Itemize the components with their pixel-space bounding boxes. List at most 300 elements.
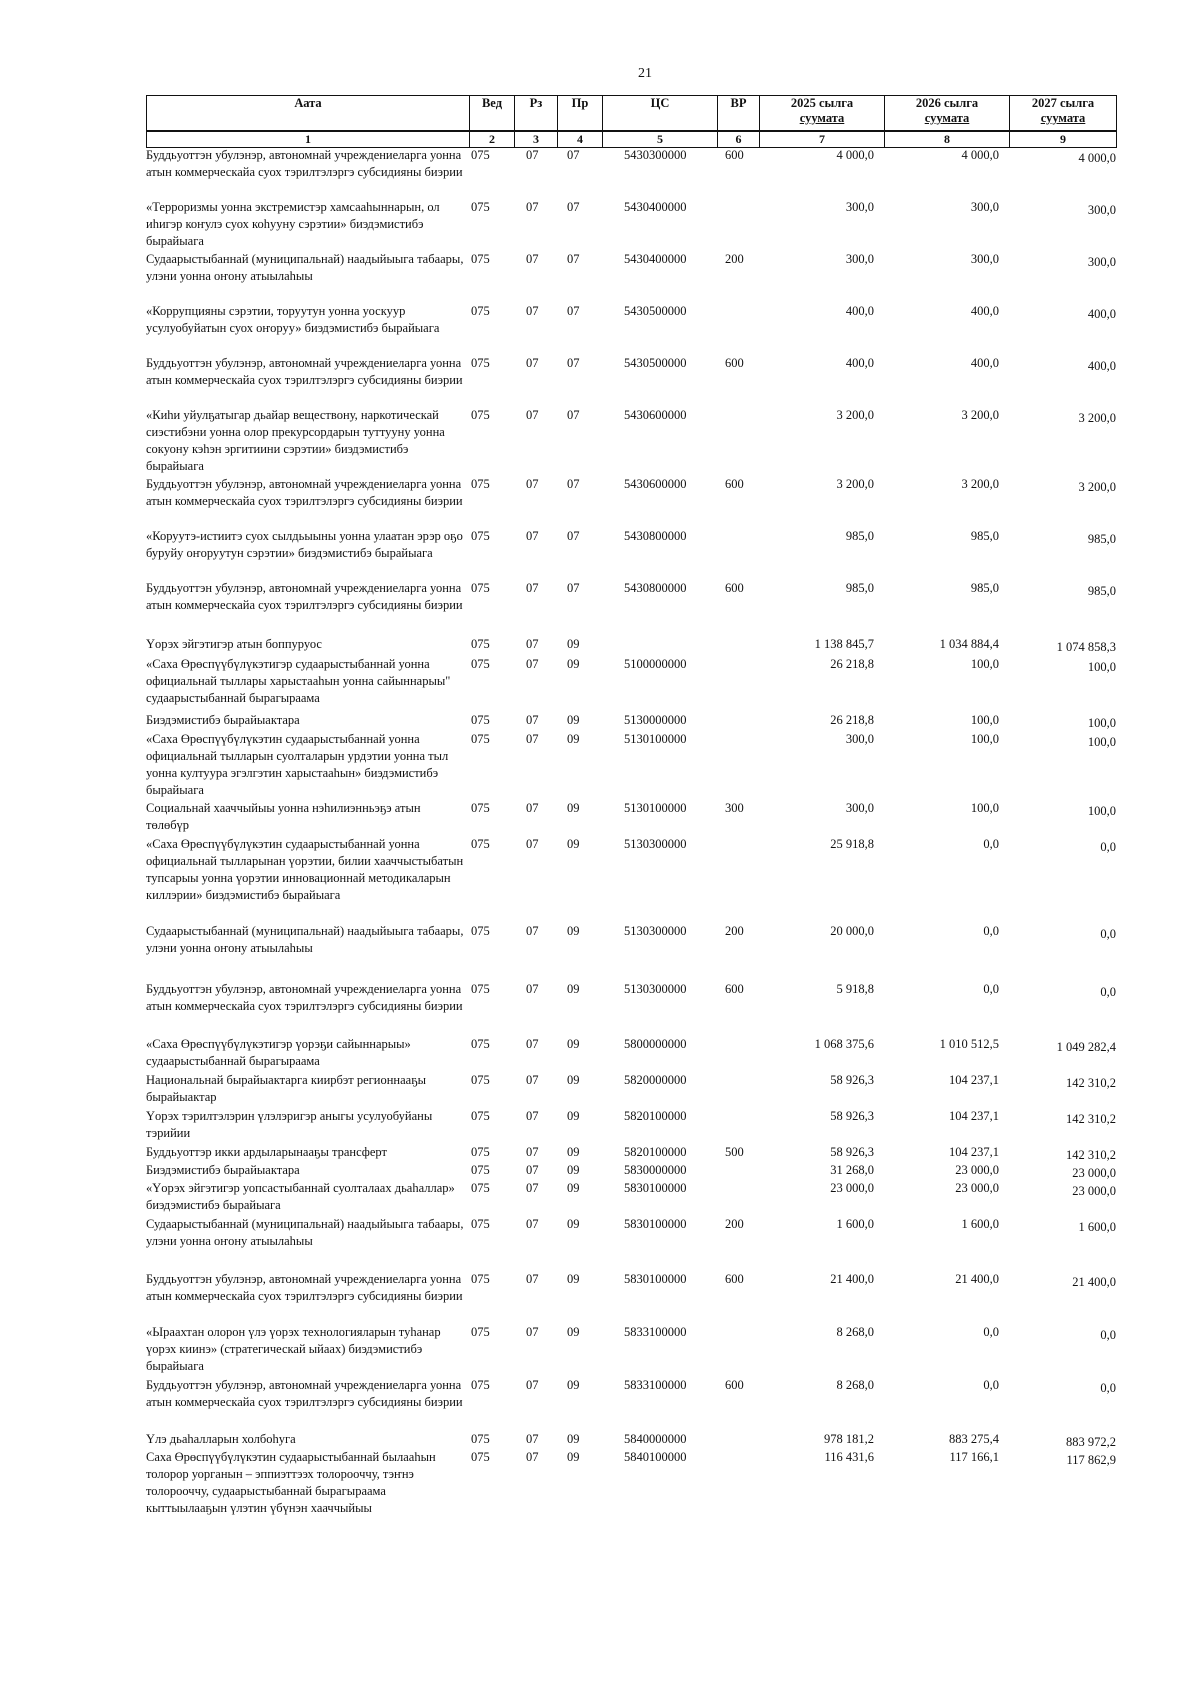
row-name: Судаарыстыбаннай (муниципальнай) наадыйыыга табаары, улэни уонна оҥону атыылаһыы [146, 1217, 464, 1248]
row-amount-2025: 400,0 [845, 356, 874, 370]
header-rz: Рз [515, 96, 558, 132]
row-amount-2027: 0,0 [1100, 1328, 1116, 1342]
row-ved: 075 [471, 982, 490, 996]
row-vr: 600 [725, 1378, 744, 1392]
row-name: «Үорэх эйгэтигэр уопсастыбаннай суолталаах дьаһаллар» биэдэмистибэ бырайыага [146, 1181, 455, 1212]
row-pr: 09 [567, 1163, 580, 1177]
row-ved: 075 [471, 408, 490, 422]
row-rz: 07 [526, 732, 539, 746]
table-row [146, 251, 1116, 303]
row-name: «Коррупцияны сэрэтии, торуутун уонна уоскуур усулуобуйатын суох оҥоруу» биэдэмистибэ бырайыага [146, 304, 440, 335]
table-body [146, 147, 1116, 1539]
row-vr [717, 1324, 759, 1377]
row-ved: 075 [471, 1145, 490, 1159]
row-pr: 07 [567, 252, 580, 266]
row-amount-2025: 8 268,0 [836, 1325, 874, 1339]
row-amount-2027: 3 200,0 [1078, 480, 1116, 494]
row-ved: 075 [471, 1163, 490, 1177]
row-vr: 500 [725, 1145, 744, 1159]
row-name: Биэдэмистибэ бырайыактара [146, 1163, 300, 1177]
row-amount-2027: 0,0 [1100, 1381, 1116, 1395]
row-pr: 09 [567, 801, 580, 815]
row-amount-2025: 300,0 [845, 200, 874, 214]
row-ved: 075 [471, 1217, 490, 1231]
row-amount-2027: 23 000,0 [1072, 1184, 1116, 1198]
row-amount-2027: 3 200,0 [1078, 411, 1116, 425]
row-ved: 075 [471, 581, 490, 595]
row-ved: 075 [471, 200, 490, 214]
row-vr [717, 836, 759, 923]
row-ved: 075 [471, 529, 490, 543]
row-ved: 075 [471, 1073, 490, 1087]
row-pr: 07 [567, 148, 580, 162]
row-rz: 07 [526, 304, 539, 318]
row-amount-2026: 21 400,0 [955, 1272, 999, 1286]
row-amount-2027: 4 000,0 [1078, 151, 1116, 165]
header-col-number: 6 [718, 131, 760, 148]
row-pr: 09 [567, 924, 580, 938]
table-row [146, 407, 1116, 476]
row-rz: 07 [526, 148, 539, 162]
table-row [146, 1377, 1116, 1431]
row-cs [602, 636, 717, 656]
row-amount-2025: 26 218,8 [830, 713, 874, 727]
row-amount-2025: 5 918,8 [836, 982, 874, 996]
row-pr: 09 [567, 1378, 580, 1392]
table-row [146, 580, 1116, 636]
table-row [146, 636, 1116, 656]
row-amount-2025: 20 000,0 [830, 924, 874, 938]
page-number: 21 [638, 66, 652, 81]
header-2025: 2025 сылга суумата [760, 96, 885, 132]
table-row [146, 1216, 1116, 1271]
row-pr: 09 [567, 1145, 580, 1159]
row-cs: 5830100000 [624, 1272, 687, 1286]
row-pr: 09 [567, 837, 580, 851]
row-vr: 600 [725, 356, 744, 370]
row-amount-2025: 58 926,3 [830, 1145, 874, 1159]
row-amount-2026: 3 200,0 [961, 477, 999, 491]
row-name: Биэдэмистибэ бырайыактара [146, 713, 300, 727]
row-rz: 07 [526, 356, 539, 370]
row-amount-2027: 300,0 [1087, 203, 1116, 217]
table-row [146, 731, 1116, 800]
row-pr: 09 [567, 732, 580, 746]
row-cs: 5430400000 [624, 200, 687, 214]
row-name: «Саха Өрөспүүбүлүкэтигэр үорэҕи сайыннарыы» судаарыстыбаннай бырагыраама [146, 1037, 411, 1068]
row-amount-2025: 31 268,0 [830, 1163, 874, 1177]
row-pr: 07 [567, 356, 580, 370]
row-name: Буддьуоттэн убулэнэр, автономнай учреждениеларга уонна атын коммерческайа суох тэрилтэлэргэ субсидияны биэрии [146, 581, 463, 612]
row-rz: 07 [526, 1378, 539, 1392]
row-amount-2025: 26 218,8 [830, 657, 874, 671]
table-row [146, 476, 1116, 528]
row-name: Буддьуоттэн убулэнэр, автономнай учреждениеларга уонна атын коммерческайа суох тэрилтэлэргэ субсидияны биэрии [146, 356, 463, 387]
table-row [146, 981, 1116, 1036]
row-vr: 600 [725, 148, 744, 162]
row-amount-2026: 400,0 [970, 304, 999, 318]
row-rz: 07 [526, 477, 539, 491]
row-pr: 09 [567, 1037, 580, 1051]
row-rz: 07 [526, 1272, 539, 1286]
row-pr: 09 [567, 657, 580, 671]
row-ved: 075 [471, 924, 490, 938]
row-name: Социальнай хааччыйыы уонна нэһилиэнньэҕэ атын төлөбүр [146, 801, 421, 832]
row-amount-2025: 4 000,0 [836, 148, 874, 162]
row-amount-2026: 0,0 [983, 924, 999, 938]
row-amount-2027: 0,0 [1100, 985, 1116, 999]
row-cs: 5130300000 [624, 924, 687, 938]
row-name: Үорэх тэрилтэлэрин үлэлэригэр аныгы усулуобуйаны тэрийии [146, 1109, 433, 1140]
row-name: Үорэх эйгэтигэр атын боппуруос [146, 637, 322, 651]
row-vr [717, 1072, 759, 1108]
row-amount-2027: 23 000,0 [1072, 1166, 1116, 1180]
row-amount-2026: 1 034 884,4 [939, 637, 999, 651]
row-amount-2027: 0,0 [1100, 927, 1116, 941]
row-rz: 07 [526, 713, 539, 727]
row-cs: 5430500000 [624, 304, 687, 318]
row-amount-2027: 100,0 [1087, 716, 1116, 730]
row-amount-2026: 1 600,0 [961, 1217, 999, 1231]
table-row [146, 1324, 1116, 1377]
table-row [146, 355, 1116, 407]
row-ved: 075 [471, 1037, 490, 1051]
row-ved: 075 [471, 1272, 490, 1286]
table-row [146, 1108, 1116, 1144]
row-pr: 09 [567, 1272, 580, 1286]
row-amount-2026: 3 200,0 [961, 408, 999, 422]
row-amount-2025: 300,0 [845, 252, 874, 266]
row-name: Национальнай бырайыактарга киирбэт регионнааҕы бырайыактар [146, 1073, 427, 1104]
row-name: «Киһи уйулҕатыгар дьайар веществону, наркотическай сиэстибэни уонна олор прекурсордарын туттууну уонна сокуону кэһэн эргитиини сэрэтии» биэдэмистибэ бырайыага [146, 408, 445, 473]
row-vr [717, 712, 759, 731]
row-cs: 5840100000 [624, 1450, 687, 1464]
row-rz: 07 [526, 1037, 539, 1051]
row-rz: 07 [526, 1432, 539, 1446]
row-amount-2026: 100,0 [970, 657, 999, 671]
row-vr [717, 199, 759, 251]
row-rz: 07 [526, 200, 539, 214]
header-col-number: 8 [885, 131, 1010, 148]
row-cs: 5430300000 [624, 148, 687, 162]
table-row [146, 528, 1116, 580]
header-ved: Вед [470, 96, 515, 132]
row-name: Судаарыстыбаннай (муниципальнай) наадыйыыга табаары, улэни уонна оҥону атыылаһыы [146, 252, 464, 283]
row-vr [717, 1449, 759, 1539]
row-amount-2026: 300,0 [970, 252, 999, 266]
row-amount-2027: 985,0 [1087, 532, 1116, 546]
row-pr: 09 [567, 1217, 580, 1231]
row-rz: 07 [526, 1109, 539, 1123]
row-amount-2026: 100,0 [970, 713, 999, 727]
row-amount-2027: 300,0 [1087, 255, 1116, 269]
row-amount-2026: 1 010 512,5 [939, 1037, 999, 1051]
row-name: «Терроризмы уонна экстремистэр хамсааһыннарын, ол иһигэр коҥулэ суох коһууну сэрэтии» биэдэмистибэ бырайыага [146, 200, 440, 248]
row-amount-2026: 883 275,4 [949, 1432, 999, 1446]
table-row [146, 1036, 1116, 1072]
table-row [146, 923, 1116, 981]
row-pr: 07 [567, 304, 580, 318]
row-vr [717, 656, 759, 712]
row-ved: 075 [471, 1325, 490, 1339]
row-amount-2026: 23 000,0 [955, 1181, 999, 1195]
row-pr: 09 [567, 1181, 580, 1195]
row-ved: 075 [471, 1450, 490, 1464]
table-row [146, 1180, 1116, 1216]
row-amount-2027: 100,0 [1087, 735, 1116, 749]
row-cs: 5130100000 [624, 801, 687, 815]
row-ved: 075 [471, 837, 490, 851]
row-amount-2027: 1 049 282,4 [1056, 1040, 1116, 1054]
row-name: «Саха Өрөспүүбүлүкэтин судаарыстыбаннай уонна официальнай тылларынан үорэтии, билии хааччыстыбатын тупсарыы уонна үорэтии инновационнай методикаларын киллэрии» биэдэмистибэ бырайыага [146, 837, 464, 902]
row-name: «Ыраахтан олорон үлэ үорэх технологияларын туһанар үорэх киинэ» (стратегическай ыйаах) биэдэмистибэ бырайыага [146, 1325, 441, 1373]
row-rz: 07 [526, 1217, 539, 1231]
row-vr [717, 303, 759, 355]
header-cs: ЦС [603, 96, 718, 132]
row-amount-2026: 300,0 [970, 200, 999, 214]
table-row [146, 147, 1116, 199]
row-ved: 075 [471, 1181, 490, 1195]
row-rz: 07 [526, 924, 539, 938]
row-vr: 600 [725, 477, 744, 491]
row-ved: 075 [471, 1109, 490, 1123]
row-vr [717, 1162, 759, 1180]
row-pr: 09 [567, 713, 580, 727]
row-amount-2027: 142 310,2 [1066, 1112, 1116, 1126]
row-amount-2026: 400,0 [970, 356, 999, 370]
row-name: Буддьуоттэн убулэнэр, автономнай учреждениеларга уонна атын коммерческайа суох тэрилтэлэргэ субсидияны биэрии [146, 1378, 463, 1409]
row-cs: 5430800000 [624, 581, 687, 595]
row-ved: 075 [471, 801, 490, 815]
row-vr: 200 [725, 1217, 744, 1231]
row-vr [717, 1036, 759, 1072]
row-ved: 075 [471, 732, 490, 746]
table-row [146, 712, 1116, 731]
row-cs: 5800000000 [624, 1037, 687, 1051]
row-amount-2026: 4 000,0 [961, 148, 999, 162]
row-rz: 07 [526, 529, 539, 543]
row-vr [717, 731, 759, 800]
row-name: Буддьуоттэн убулэнэр, автономнай учреждениеларга уонна атын коммерческайа суох тэрилтэлэргэ субсидияны биэрии [146, 1272, 463, 1303]
row-amount-2026: 23 000,0 [955, 1163, 999, 1177]
table-row [146, 1162, 1116, 1180]
table-row [146, 199, 1116, 251]
row-cs: 5130300000 [624, 982, 687, 996]
row-amount-2025: 1 600,0 [836, 1217, 874, 1231]
row-rz: 07 [526, 1163, 539, 1177]
row-vr: 600 [725, 1272, 744, 1286]
row-pr: 09 [567, 637, 580, 651]
row-rz: 07 [526, 982, 539, 996]
row-amount-2025: 400,0 [845, 304, 874, 318]
row-ved: 075 [471, 252, 490, 266]
header-2027: 2027 сылга суумата [1010, 96, 1117, 132]
table-row [146, 1144, 1116, 1162]
header-2026: 2026 сылга суумата [885, 96, 1010, 132]
row-vr: 200 [725, 252, 744, 266]
row-pr: 07 [567, 581, 580, 595]
row-pr: 09 [567, 1432, 580, 1446]
row-rz: 07 [526, 252, 539, 266]
row-name: Судаарыстыбаннай (муниципальнай) наадыйыыга табаары, улэни уонна оҥону атыылаһыы [146, 924, 464, 955]
header-col-number: 4 [558, 131, 603, 148]
row-rz: 07 [526, 657, 539, 671]
row-name: «Саха Өрөспүүбүлүкэтин судаарыстыбаннай уонна официальнай тылларын суолталарын урдэтии уонна тыл уонна култуура эгэлгэтин харыстааһын» биэдэмистибэ бырайыага [146, 732, 449, 797]
header-col-number: 3 [515, 131, 558, 148]
row-amount-2026: 100,0 [970, 801, 999, 815]
row-amount-2026: 104 237,1 [949, 1109, 999, 1123]
row-cs: 5430800000 [624, 529, 687, 543]
row-ved: 075 [471, 356, 490, 370]
table-row [146, 303, 1116, 355]
row-pr: 09 [567, 1109, 580, 1123]
table-row [146, 836, 1116, 923]
row-cs: 5833100000 [624, 1325, 687, 1339]
row-amount-2025: 3 200,0 [836, 408, 874, 422]
row-cs: 5130300000 [624, 837, 687, 851]
header-col-number: 7 [760, 131, 885, 148]
row-name: Буддьуоттэн убулэнэр, автономнай учреждениеларга уонна атын коммерческайа суох тэрилтэлэргэ субсидияны биэрии [146, 982, 463, 1013]
header-col-number: 9 [1010, 131, 1117, 148]
row-vr: 200 [725, 924, 744, 938]
row-cs: 5820000000 [624, 1073, 687, 1087]
row-name: Үлэ дьаһалларын холбоһуга [146, 1432, 296, 1446]
table-row [146, 1431, 1116, 1449]
row-rz: 07 [526, 581, 539, 595]
row-amount-2026: 0,0 [983, 982, 999, 996]
row-amount-2025: 58 926,3 [830, 1073, 874, 1087]
row-cs: 5430600000 [624, 477, 687, 491]
row-vr [717, 528, 759, 580]
row-amount-2027: 400,0 [1087, 359, 1116, 373]
row-amount-2026: 985,0 [970, 529, 999, 543]
row-pr: 09 [567, 1073, 580, 1087]
row-vr [717, 1180, 759, 1216]
row-amount-2026: 985,0 [970, 581, 999, 595]
row-vr [717, 1431, 759, 1449]
row-vr: 300 [725, 801, 744, 815]
header-col-number: 5 [603, 131, 718, 148]
row-amount-2025: 1 138 845,7 [814, 637, 874, 651]
row-vr: 600 [725, 982, 744, 996]
row-pr: 09 [567, 1325, 580, 1339]
row-ved: 075 [471, 657, 490, 671]
row-pr: 07 [567, 408, 580, 422]
row-rz: 07 [526, 1073, 539, 1087]
row-amount-2025: 985,0 [845, 581, 874, 595]
row-cs: 5130100000 [624, 732, 687, 746]
row-pr: 07 [567, 529, 580, 543]
row-ved: 075 [471, 1432, 490, 1446]
row-amount-2027: 883 972,2 [1066, 1435, 1116, 1449]
row-amount-2025: 300,0 [845, 801, 874, 815]
table-row [146, 800, 1116, 836]
table-row [146, 1072, 1116, 1108]
row-name: Буддьуоттэн убулэнэр, автономнай учреждениеларга уонна атын коммерческайа суох тэрилтэлэргэ субсидияны биэрии [146, 477, 463, 508]
row-name: Саха Өрөспүүбүлүкэтин судаарыстыбаннай былааһын толорор уорганын – эппиэттээх толорооччу, тэҥнэ толорооччу, судаарыстыбаннай бырагыраама кыттыылааҕын үлэтин үбүнэн хааччыйыы [146, 1450, 436, 1515]
row-pr: 09 [567, 982, 580, 996]
row-ved: 075 [471, 1378, 490, 1392]
row-cs: 5820100000 [624, 1145, 687, 1159]
header-col-number: 2 [470, 131, 515, 148]
table-header [146, 95, 1117, 148]
row-rz: 07 [526, 1450, 539, 1464]
row-amount-2026: 117 166,1 [949, 1450, 999, 1464]
row-cs: 5430500000 [624, 356, 687, 370]
row-amount-2025: 1 068 375,6 [814, 1037, 874, 1051]
row-vr [717, 407, 759, 476]
row-cs: 5430600000 [624, 408, 687, 422]
row-amount-2025: 21 400,0 [830, 1272, 874, 1286]
row-amount-2025: 3 200,0 [836, 477, 874, 491]
row-rz: 07 [526, 408, 539, 422]
row-rz: 07 [526, 837, 539, 851]
row-name: Буддьуоттэн убулэнэр, автономнай учреждениеларга уонна атын коммерческайа суох тэрилтэлэргэ субсидияны биэрии [146, 148, 463, 179]
row-pr: 07 [567, 477, 580, 491]
row-amount-2025: 8 268,0 [836, 1378, 874, 1392]
row-amount-2026: 0,0 [983, 1325, 999, 1339]
row-amount-2026: 0,0 [983, 837, 999, 851]
row-cs: 5100000000 [624, 657, 687, 671]
row-amount-2027: 400,0 [1087, 307, 1116, 321]
row-rz: 07 [526, 1325, 539, 1339]
row-amount-2026: 100,0 [970, 732, 999, 746]
row-amount-2027: 21 400,0 [1072, 1275, 1116, 1289]
row-vr: 600 [725, 581, 744, 595]
row-rz: 07 [526, 801, 539, 815]
row-rz: 07 [526, 1145, 539, 1159]
row-amount-2027: 985,0 [1087, 584, 1116, 598]
row-amount-2025: 23 000,0 [830, 1181, 874, 1195]
table-row [146, 1449, 1116, 1539]
row-amount-2027: 117 862,9 [1066, 1453, 1116, 1467]
row-ved: 075 [471, 477, 490, 491]
row-amount-2025: 978 181,2 [824, 1432, 874, 1446]
table-row [146, 656, 1116, 712]
header-col-number: 1 [147, 131, 470, 148]
row-amount-2025: 116 431,6 [824, 1450, 874, 1464]
row-ved: 075 [471, 637, 490, 651]
row-cs: 5833100000 [624, 1378, 687, 1392]
row-name: Буддьуоттэр икки ардыларынааҕы трансферт [146, 1145, 387, 1159]
row-cs: 5130000000 [624, 713, 687, 727]
row-cs: 5830000000 [624, 1163, 687, 1177]
row-cs: 5840000000 [624, 1432, 687, 1446]
row-name: «Саха Өрөспүүбүлүкэтигэр судаарыстыбаннай уонна официальнай тыллары харыстааһын уонна сайыннарыы" судаарыстыбаннай бырагыраама [146, 657, 451, 705]
row-amount-2027: 142 310,2 [1066, 1076, 1116, 1090]
row-name: «Коруутэ-истиитэ суох сылдьыыны уонна улаатан эрэр оҕо буруйу оҥоруутун сэрэтии» биэдэмистибэ бырайыага [146, 529, 463, 560]
row-pr: 07 [567, 200, 580, 214]
row-vr [717, 636, 759, 656]
header-vr: ВР [718, 96, 760, 132]
row-amount-2027: 142 310,2 [1066, 1148, 1116, 1162]
row-ved: 075 [471, 304, 490, 318]
header-pr: Пр [558, 96, 603, 132]
row-amount-2027: 100,0 [1087, 660, 1116, 674]
row-amount-2027: 0,0 [1100, 840, 1116, 854]
row-cs: 5430400000 [624, 252, 687, 266]
row-ved: 075 [471, 713, 490, 727]
row-ved: 075 [471, 148, 490, 162]
row-amount-2026: 104 237,1 [949, 1145, 999, 1159]
row-amount-2027: 1 074 858,3 [1056, 640, 1116, 654]
header-name: Аата [147, 96, 470, 132]
row-amount-2026: 0,0 [983, 1378, 999, 1392]
row-cs: 5830100000 [624, 1217, 687, 1231]
row-amount-2027: 100,0 [1087, 804, 1116, 818]
row-pr: 09 [567, 1450, 580, 1464]
row-vr [717, 1108, 759, 1144]
